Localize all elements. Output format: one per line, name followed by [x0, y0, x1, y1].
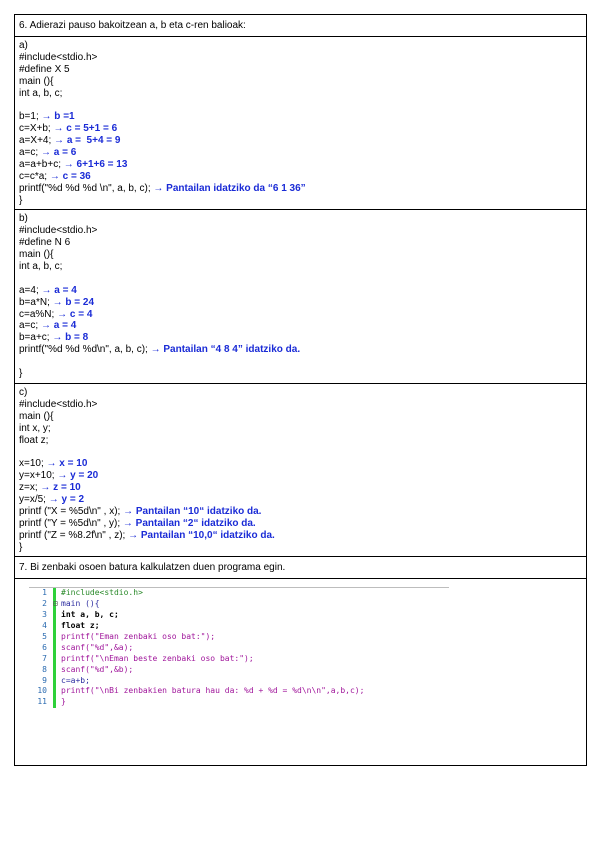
trace-line: c=X+b; → c = 5+1 = 6 [19, 123, 118, 135]
editor-line: 11 } [37, 697, 66, 707]
arrow-icon: → [60, 158, 74, 170]
section-c [15, 384, 586, 557]
section-c-label: c) [19, 386, 28, 398]
code-editor-pane [29, 587, 449, 708]
arrow-icon: → [51, 135, 65, 147]
spacer [19, 273, 582, 285]
code-line: #include<stdio.h> [19, 225, 98, 237]
editor-line: 8 scanf("%d",&b); [42, 664, 134, 674]
trace-line: printf ("Y = %5d\n" , y); → Pantailan “2“ idatziko da. [19, 517, 256, 529]
editor-line: 9 c=a+b; [42, 675, 90, 685]
arrow-icon: → [38, 147, 51, 159]
trace-line: a=X+4; → a = 5+4 = 9 [19, 135, 121, 147]
exercise-sheet [14, 14, 587, 766]
arrow-icon: → [125, 529, 139, 541]
trace-line: a=a+b+c; → 6+1+6 = 13 [19, 158, 128, 170]
arrow-icon: → [150, 182, 164, 194]
trace-line: a=4; → a = 4 [19, 284, 77, 296]
code-line: } [19, 368, 23, 380]
editor-line: 5 printf("Eman zenbaki oso bat:"); [42, 631, 216, 641]
trace-line: printf("%d %d %d\n", a, b, c); → Pantailan “4 8 4” idatziko da. [19, 344, 301, 356]
code-line: #define X 5 [19, 63, 70, 75]
trace-line: y=x/5; → y = 2 [19, 493, 85, 505]
arrow-icon: → [47, 170, 60, 182]
q7-title: 7. Bi zenbaki osoen batura kalkulatzen duen programa egin. [19, 562, 286, 574]
arrow-icon: → [120, 505, 134, 517]
code-line: main (){ [19, 75, 54, 87]
editor-line: 10 printf("\nBi zenbakien batura hau da: %d + %d = %d\n\n",a,b,c); [37, 686, 365, 696]
code-line: #include<stdio.h> [19, 398, 98, 410]
spacer [19, 446, 582, 458]
arrow-icon: → [54, 470, 68, 482]
arrow-icon: → [37, 482, 51, 494]
trace-line: c=c*a; → c = 36 [19, 170, 91, 182]
q6-header [15, 15, 586, 37]
arrow-icon: → [38, 320, 51, 332]
trace-line: a=c; → a = 4 [19, 320, 77, 332]
editor-line: 6 scanf("%d",&a); [42, 642, 134, 652]
fold-toggle-icon[interactable]: ⊟ [53, 599, 58, 609]
arrow-icon: → [54, 308, 68, 320]
editor-line: 3 int a, b, c; [42, 610, 119, 620]
trace-line: z=x; → z = 10 [19, 482, 81, 494]
section-a-label: a) [19, 40, 28, 51]
trace-line: a=c; → a = 6 [19, 147, 77, 159]
trace-line: printf("%d %d %d \n", a, b, c); → Pantailan idatziko da “6 1 36” [19, 182, 306, 194]
arrow-icon: → [49, 332, 63, 344]
trace-line: y=x+10; → y = 20 [19, 470, 99, 482]
code-line: int x, y; [19, 422, 51, 434]
code-line: main (){ [19, 410, 54, 422]
code-line: #define N 6 [19, 237, 71, 249]
code-line: main (){ [19, 249, 54, 261]
spacer [19, 99, 582, 111]
arrow-icon: → [38, 284, 52, 296]
q7-header [15, 557, 586, 579]
arrow-icon: → [120, 517, 133, 529]
arrow-icon: → [147, 344, 161, 356]
q7-answer [15, 579, 586, 765]
arrow-icon: → [50, 123, 64, 135]
code-line: } [19, 541, 23, 553]
trace-line: b=a*N; → b = 24 [19, 296, 95, 308]
code-line: int a, b, c; [19, 87, 63, 99]
trace-line: printf ("Z = %8.2f\n" , z); → Pantailan “10,0“ idatziko da. [19, 529, 275, 541]
code-line: #include<stdio.h> [19, 51, 98, 63]
q6-title: 6. Adierazi pauso bakoitzean a, b eta c-ren balioak: [19, 20, 246, 31]
editor-line: 4 float z; [42, 621, 100, 631]
trace-line: c=a%N; → c = 4 [19, 308, 93, 320]
arrow-icon: → [49, 296, 63, 308]
code-line: float z; [19, 434, 49, 446]
code-line: } [19, 194, 23, 206]
editor-line: 2 ⊟ main (){ [42, 599, 100, 609]
trace-line: b=a+c; → b = 8 [19, 332, 89, 344]
editor-line: 1 #include<stdio.h> [42, 588, 143, 598]
trace-line: x=10; → x = 10 [19, 458, 88, 470]
editor-line: 7 printf("\nEman beste zenbaki oso bat:"); [42, 653, 254, 663]
trace-line: printf ("X = %5d\n" , x); → Pantailan “10“ idatziko da. [19, 505, 262, 517]
section-b [15, 210, 586, 383]
arrow-icon: → [43, 458, 57, 470]
spacer [19, 356, 582, 368]
arrow-icon: → [45, 493, 59, 505]
arrow-icon: → [38, 111, 52, 123]
trace-line: b=1; → b =1 [19, 111, 75, 123]
code-line: int a, b, c; [19, 261, 63, 273]
code-editor [19, 581, 582, 708]
section-b-label: b) [19, 213, 28, 225]
section-a [15, 37, 586, 210]
